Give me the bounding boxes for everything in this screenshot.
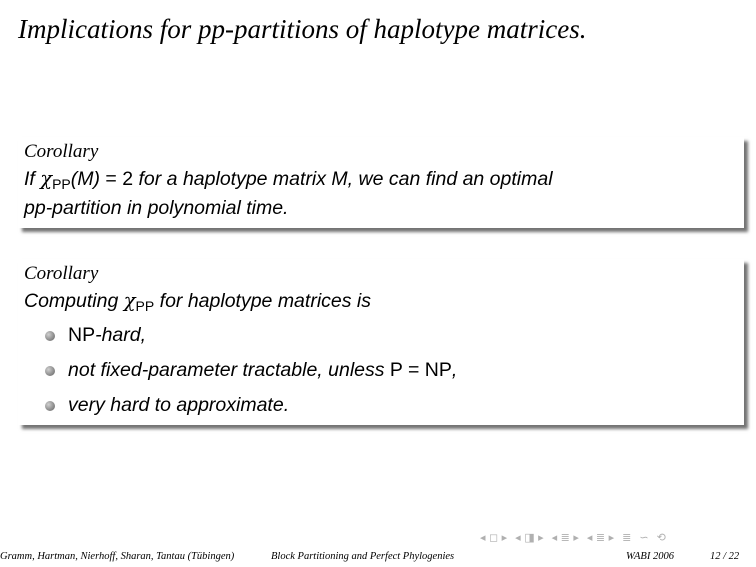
footer <box>0 549 756 565</box>
list-item <box>44 318 738 353</box>
nav-section-icon[interactable]: ◂ ≣ ▸ <box>586 531 615 544</box>
nav-back-icon[interactable]: ⟲ <box>656 531 666 544</box>
chi-symbol: χ <box>123 289 136 312</box>
hard-text: -hard, <box>95 324 147 346</box>
corollary-body <box>18 285 744 429</box>
corollary-block-2 <box>18 259 744 425</box>
corollary-line-2: pp-partition in polynomial time. <box>24 197 289 219</box>
equals-two: = 2 <box>100 168 134 190</box>
nav-frame-icon[interactable]: ◂ ◻ ▸ <box>480 531 508 544</box>
corollary-block-1 <box>18 137 744 228</box>
chi-subscript: PP <box>52 176 71 192</box>
bullet-icon <box>45 366 55 376</box>
nav-search-icon[interactable]: ∽ <box>639 531 649 544</box>
chi-symbol: χ <box>40 167 53 190</box>
footer-page-number: 12 / 22 <box>710 551 740 562</box>
fpt-text: not fixed-parameter tractable, unless <box>68 359 390 381</box>
bullet-icon <box>45 331 55 341</box>
nav-subsection-frame-icon[interactable]: ◂ ◨ ▸ <box>515 531 544 544</box>
nav-subsection-icon[interactable]: ◂ ≣ ▸ <box>551 531 579 544</box>
footer-authors: Gramm, Hartman, Nierhoff, Sharan, Tantau (Tübingen) <box>0 551 235 562</box>
corollary-body <box>18 163 744 228</box>
chi-argument: (M) <box>70 168 101 190</box>
text-for-haplotype: for haplotype matrices is <box>154 290 371 312</box>
list-item <box>44 388 738 423</box>
text-computing: Computing <box>24 290 124 312</box>
p-equals-np: P = NP <box>389 359 452 381</box>
bullet-icon <box>45 401 55 411</box>
slide-title: Implications for pp-partitions of haplotype matrices. <box>18 14 587 44</box>
text-if: If <box>24 168 41 190</box>
corollary-heading: Corollary <box>24 263 99 284</box>
footer-talk-title: Block Partitioning and Perfect Phylogenies <box>271 551 455 562</box>
footer-venue: WABI 2006 <box>626 551 674 562</box>
text-rest: for a haplotype matrix M, we can find an optimal <box>133 168 553 190</box>
approx-text: very hard to approximate. <box>68 394 290 416</box>
list-item <box>44 353 738 388</box>
corollary-list <box>24 318 738 423</box>
corollary-line-1 <box>24 165 738 194</box>
chi-subscript: PP <box>135 298 155 314</box>
corollary-intro <box>24 287 738 316</box>
beamer-navigation <box>480 531 752 545</box>
nav-align-icon[interactable]: ≣ <box>622 531 632 544</box>
comma: , <box>451 359 458 381</box>
corollary-heading: Corollary <box>24 141 99 162</box>
np-text: NP <box>68 324 96 346</box>
